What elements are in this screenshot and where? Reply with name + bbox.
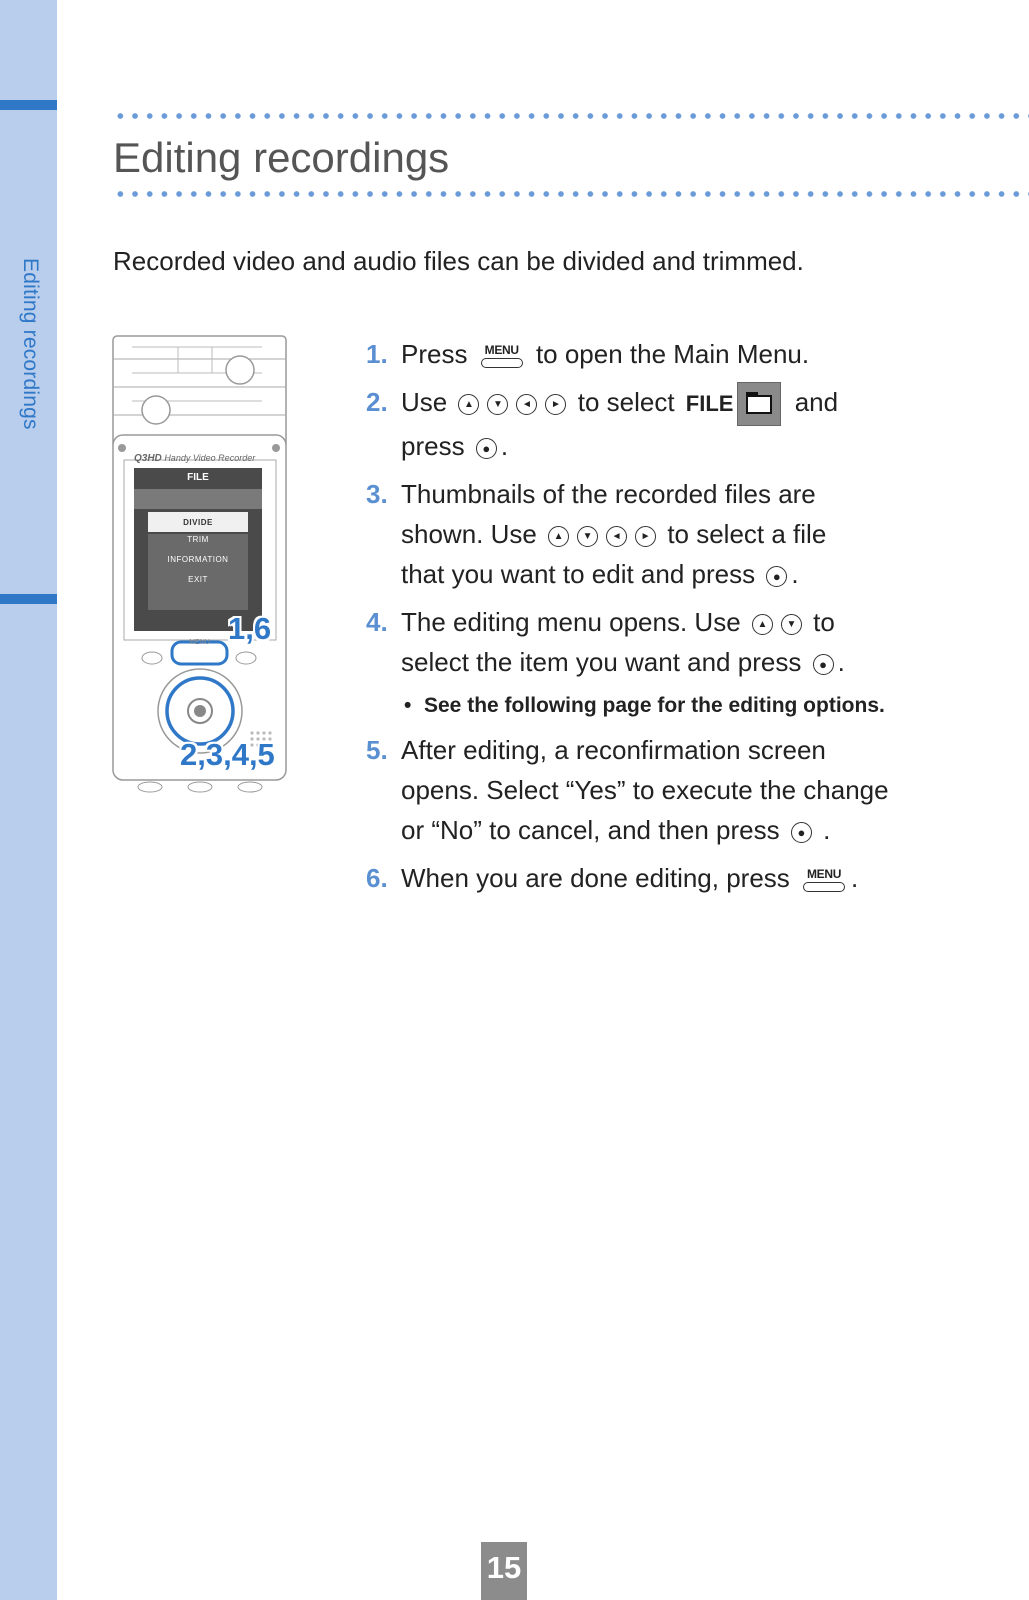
step-number: 4. <box>366 607 388 638</box>
folder-icon <box>737 382 781 426</box>
up-button-icon: ▲ <box>458 394 479 415</box>
left-button-icon: ◄ <box>606 526 627 547</box>
step-number: 1. <box>366 339 388 369</box>
page-number: 15 <box>481 1542 527 1600</box>
left-button-icon: ◄ <box>516 394 537 415</box>
up-button-icon: ▲ <box>548 526 569 547</box>
menu-key-icon: MENU <box>803 868 845 892</box>
editing-options-note: • See the following page for the editing options. <box>366 690 966 722</box>
title-dots-bottom <box>113 191 1029 197</box>
page-title: Editing recordings <box>113 134 450 181</box>
device-menu-item-information: INFORMATION <box>167 555 229 564</box>
device-menu-button-label: MENU <box>189 639 210 646</box>
menu-key-icon: MENU <box>481 344 523 368</box>
down-button-icon: ▼ <box>781 614 802 635</box>
step-4: 4. The editing menu opens. Use ▲ ▼ to select the item you want and press ● . <box>366 602 966 682</box>
center-button-icon: ● <box>813 654 834 675</box>
file-label: FILE <box>685 391 734 416</box>
device-menu-item-exit: EXIT <box>188 575 208 584</box>
title-dots-top <box>113 113 1029 119</box>
device-screen-header: FILE <box>187 472 209 483</box>
callout-menu-steps: 1,6 <box>228 611 272 646</box>
center-button-icon: ● <box>476 438 497 459</box>
device-menu-item-trim: TRIM <box>187 535 209 544</box>
center-button-icon: ● <box>766 566 787 587</box>
step-5: 5. After editing, a reconfirmation screen opens. Select “Yes” to execute the change or “No” to cancel, and then press ● . <box>366 730 966 850</box>
callout-pad-steps: 2,3,4,5 <box>180 737 275 772</box>
device-illustration <box>112 335 302 805</box>
side-tab-marker-top <box>0 100 57 110</box>
step-3: 3. Thumbnails of the recorded files are shown. Use ▲ ▼ ◄ ► to select a file that you want to edit and press ● . <box>366 474 966 594</box>
down-button-icon: ▼ <box>577 526 598 547</box>
device-menu-item-divide: DIVIDE <box>183 518 213 527</box>
center-button-icon: ● <box>791 822 812 843</box>
step-1: 1. Press MENU to open the Main Menu. <box>366 334 966 374</box>
device-menu-list <box>148 516 248 590</box>
down-button-icon: ▼ <box>487 394 508 415</box>
step-2: 2. Use ▲ ▼ ◄ ► to select FILE and press ● . <box>366 382 966 466</box>
right-button-icon: ► <box>545 394 566 415</box>
bullet: • <box>404 694 412 718</box>
step-number: 2. <box>366 387 388 417</box>
step-6: 6. When you are done editing, press MENU . <box>366 858 966 898</box>
right-button-icon: ► <box>635 526 656 547</box>
step-number: 6. <box>366 863 388 894</box>
side-tab-band <box>0 0 57 1600</box>
intro-text: Recorded video and audio files can be divided and trimmed. <box>113 246 804 276</box>
up-button-icon: ▲ <box>752 614 773 635</box>
device-subtitle: Handy Video Recorder <box>164 453 256 463</box>
steps-list <box>366 334 966 906</box>
step-number: 3. <box>366 479 388 510</box>
step-number: 5. <box>366 735 388 766</box>
side-tab-marker-bottom <box>0 594 57 604</box>
side-tab-label: Editing recordings <box>19 258 42 430</box>
device-brand: Q3HD <box>134 453 162 464</box>
